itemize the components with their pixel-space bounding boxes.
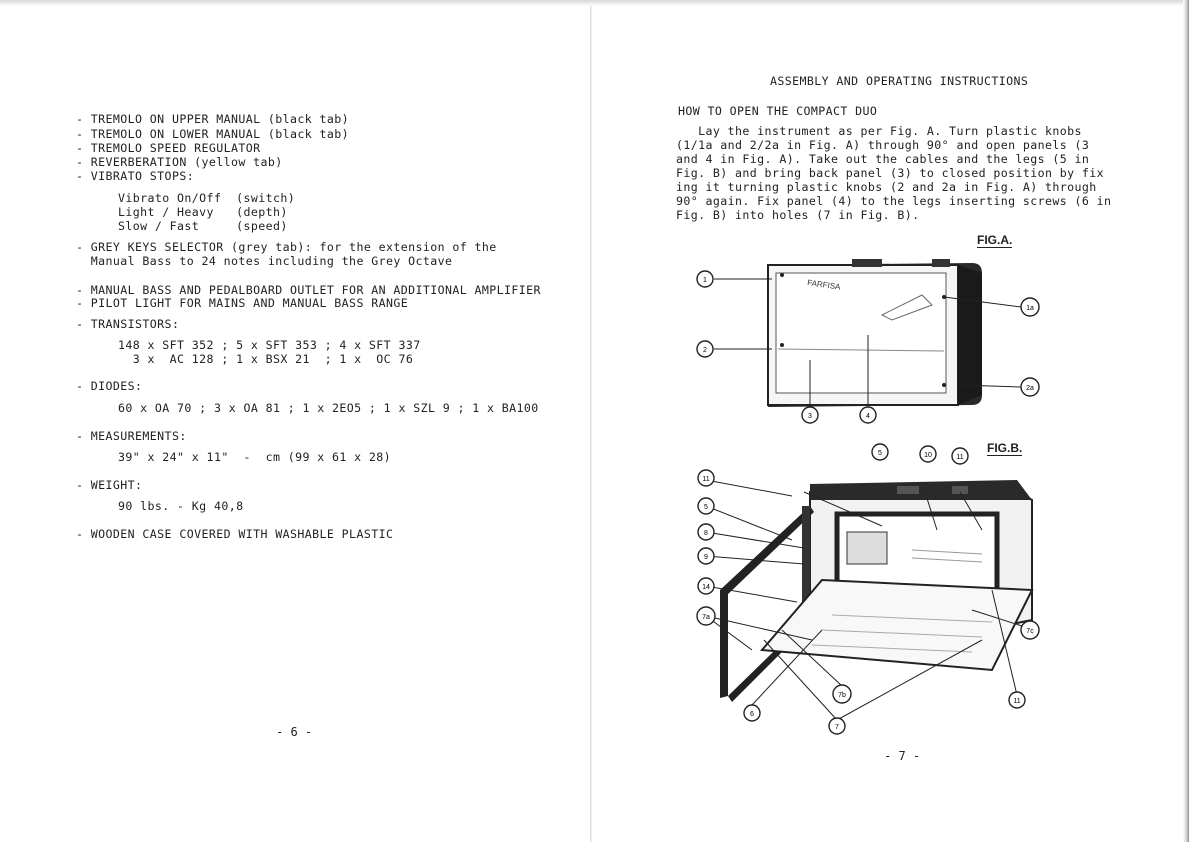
instruction-line: ing it turning plastic knobs (2 and 2a in Fig. A) through (676, 180, 1097, 194)
callout-label: 11 (956, 454, 964, 461)
fig-b-illustration (692, 440, 1062, 740)
callout-label: 3 (808, 413, 812, 420)
transistor-line: 3 x AC 128 ; 1 x BSX 21 ; 1 x OC 76 (118, 352, 414, 366)
callout-label: 2 (703, 347, 707, 354)
case-line: - WOODEN CASE COVERED WITH WASHABLE PLASTIC (76, 527, 394, 541)
fig-a-illustration (692, 245, 1062, 430)
feature-line: - VIBRATO STOPS: (76, 169, 195, 183)
transistor-line: 148 x SFT 352 ; 5 x SFT 353 ; 4 x SFT 337 (118, 338, 421, 352)
fig-a-label: FIG.A. (977, 233, 1013, 247)
left-page (0, 0, 592, 842)
page-title: ASSEMBLY AND OPERATING INSTRUCTIONS (770, 74, 1029, 88)
callout-label: 5 (878, 450, 882, 457)
measurements-line: 39" x 24" x 11" - cm (99 x 61 x 28) (118, 450, 392, 464)
page-number: - 7 - (884, 749, 921, 763)
diodes-line: 60 x OA 70 ; 3 x OA 81 ; 1 x 2EO5 ; 1 x SZL 9 ; 1 x BA100 (118, 401, 539, 415)
instruction-line: Fig. B) and bring back panel (3) to closed position by fix (676, 166, 1105, 180)
section-subtitle: HOW TO OPEN THE COMPACT DUO (678, 104, 878, 118)
callout-label: 9 (704, 554, 708, 561)
feature-line: - TREMOLO SPEED REGULATOR (76, 141, 261, 155)
weight-heading: - WEIGHT: (76, 478, 143, 492)
callout-label: 11 (1013, 698, 1021, 705)
callout-label: 7 (835, 724, 839, 731)
diodes-heading: - DIODES: (76, 379, 143, 393)
instruction-line: (1/1a and 2/2a in Fig. A) through 90° and open panels (3 (676, 138, 1090, 152)
callout-label: 14 (702, 584, 710, 591)
callout-label: 4 (866, 413, 870, 420)
callout-label: 1 (703, 277, 707, 284)
right-page (592, 0, 1189, 842)
weight-line: 90 lbs. - Kg 40,8 (118, 499, 244, 513)
instruction-line: Lay the instrument as per Fig. A. Turn plastic knobs (676, 124, 1082, 138)
page-right-edge (1183, 0, 1189, 842)
transistors-heading: - TRANSISTORS: (76, 317, 180, 331)
feature-line: - PILOT LIGHT FOR MAINS AND MANUAL BASS RANGE (76, 296, 409, 310)
callout-label: 1a (1026, 305, 1034, 312)
callout-label: 5 (704, 504, 708, 511)
instruction-line: Fig. B) into holes (7 in Fig. B). (676, 208, 920, 222)
instruction-line: 90° again. Fix panel (4) to the legs inserting screws (6 in (676, 194, 1112, 208)
feature-line: - TREMOLO ON UPPER MANUAL (black tab) (76, 112, 350, 126)
callout-label: 10 (924, 452, 932, 459)
callout-label: 7c (1026, 628, 1034, 635)
vibrato-stop-line: Slow / Fast (speed) (118, 219, 288, 233)
measurements-heading: - MEASUREMENTS: (76, 429, 187, 443)
vibrato-stop-line: Vibrato On/Off (switch) (118, 191, 296, 205)
page-top-edge (0, 0, 1189, 6)
grey-keys-line: Manual Bass to 24 notes including the Grey Octave (76, 254, 453, 268)
brand-mark: FARFISA (806, 278, 841, 292)
feature-line: - MANUAL BASS AND PEDALBOARD OUTLET FOR AN ADDITIONAL AMPLIFIER (76, 283, 541, 297)
page-number: - 6 - (276, 725, 313, 739)
callout-label: 8 (704, 530, 708, 537)
instruction-line: and 4 in Fig. A). Take out the cables and the legs (5 in (676, 152, 1090, 166)
grey-keys-line: - GREY KEYS SELECTOR (grey tab): for the extension of the (76, 240, 497, 254)
callout-label: 6 (750, 711, 754, 718)
vibrato-stop-line: Light / Heavy (depth) (118, 205, 288, 219)
callout-label: 11 (702, 476, 710, 483)
feature-line: - REVERBERATION (yellow tab) (76, 155, 283, 169)
callout-label: 7b (838, 692, 846, 699)
callout-label: 2a (1026, 385, 1034, 392)
feature-line: - TREMOLO ON LOWER MANUAL (black tab) (76, 127, 350, 141)
callout-label: 7a (702, 614, 710, 621)
fig-b-label: FIG.B. (987, 441, 1023, 455)
